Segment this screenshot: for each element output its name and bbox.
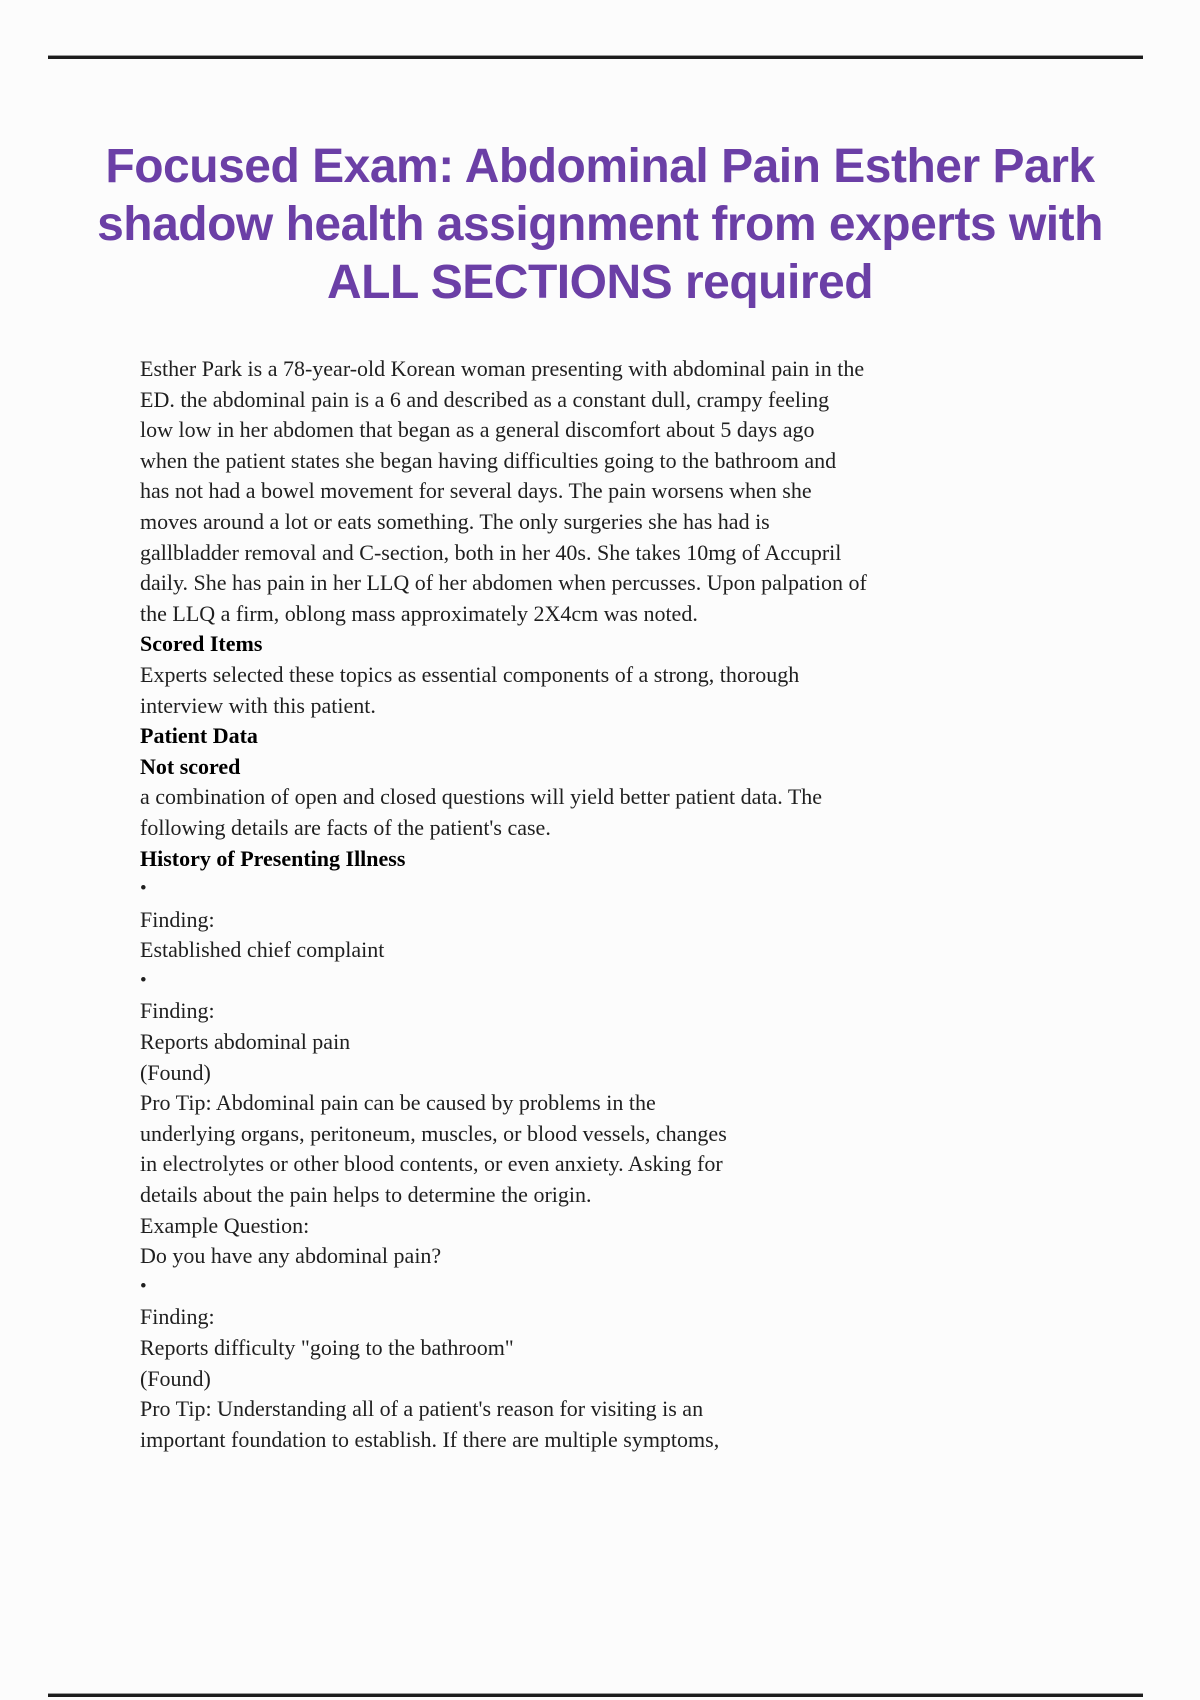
body-line: has not had a bowel movement for several days. The pain worsens when she xyxy=(140,478,812,504)
body-line: Pro Tip: Abdominal pain can be caused by problems in the xyxy=(140,1090,656,1116)
body-line: gallbladder removal and C-section, both in her 40s. She takes 10mg of Accupril xyxy=(140,539,842,565)
top-rule xyxy=(48,55,1143,59)
body-line: Finding: xyxy=(140,998,215,1024)
body-line: (Found) xyxy=(140,1059,211,1085)
document-body xyxy=(140,354,1040,1455)
body-line: Reports difficulty "going to the bathroom" xyxy=(140,1335,514,1360)
body-line: Finding: xyxy=(140,1304,215,1330)
body-line: • xyxy=(140,969,147,991)
body-line: Esther Park is a 78-year-old Korean woman presenting with abdominal pain in the xyxy=(140,356,865,381)
body-line: • xyxy=(140,1275,147,1297)
title-line: ALL SECTIONS required xyxy=(326,256,874,309)
body-line: (Found) xyxy=(140,1365,211,1391)
body-line: ED. the abdominal pain is a 6 and described as a constant dull, crampy feeling xyxy=(140,386,830,412)
body-line: Example Question: xyxy=(140,1212,310,1238)
title-line: Focused Exam: Abdominal Pain Esther Park xyxy=(105,140,1095,193)
body-line: Scored Items xyxy=(140,631,263,657)
body-line: Pro Tip: Understanding all of a patient's reason for visiting is an xyxy=(140,1396,704,1422)
body-line: Patient Data xyxy=(140,723,258,749)
body-line: following details are facts of the patient's case. xyxy=(140,814,551,840)
body-line: daily. She has pain in her LLQ of her abdomen when percusses. Upon palpation of xyxy=(140,570,867,596)
body-line: Reports abdominal pain xyxy=(140,1029,351,1055)
body-line: Not scored xyxy=(140,753,241,779)
body-line: important foundation to establish. If there are multiple symptoms, xyxy=(140,1426,720,1452)
body-line: Finding: xyxy=(140,906,215,932)
body-line: History of Presenting Illness xyxy=(140,845,406,871)
body-line: in electrolytes or other blood contents, or even anxiety. Asking for xyxy=(140,1151,723,1177)
document-title xyxy=(60,138,1140,312)
body-line: low low in her abdomen that began as a general discomfort about 5 days ago xyxy=(140,417,815,443)
body-line: details about the pain helps to determine the origin. xyxy=(140,1182,592,1208)
title-line: shadow health assignment from experts with xyxy=(97,198,1103,251)
body-line: Experts selected these topics as essential components of a strong, thorough xyxy=(140,661,800,687)
body-line: Established chief complaint xyxy=(140,937,385,963)
body-line: a combination of open and closed questions will yield better patient data. The xyxy=(140,784,823,810)
body-line: moves around a lot or eats something. The only surgeries she has had is xyxy=(140,508,770,534)
body-line: • xyxy=(140,878,147,900)
body-line: interview with this patient. xyxy=(140,692,376,718)
body-line: underlying organs, peritoneum, muscles, or blood vessels, changes xyxy=(140,1120,727,1146)
bottom-rule xyxy=(48,1693,1143,1697)
body-line: when the patient states she began having difficulties going to the bathroom and xyxy=(140,447,837,473)
body-line: the LLQ a firm, oblong mass approximately 2X4cm was noted. xyxy=(140,600,698,626)
body-line: Do you have any abdominal pain? xyxy=(140,1243,442,1269)
